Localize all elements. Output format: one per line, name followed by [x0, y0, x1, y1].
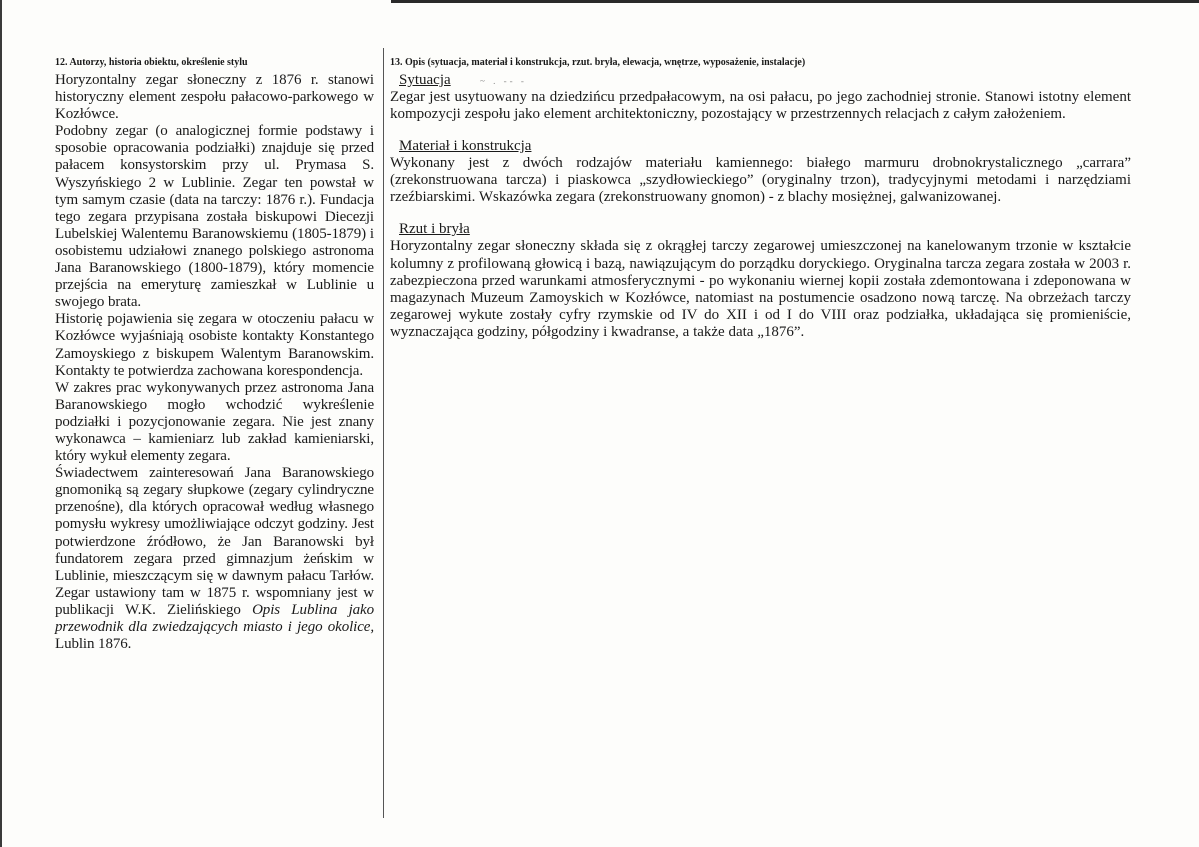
section-plan	[390, 221, 1131, 341]
section-text-plan: Horyzontalny zegar słoneczny składa się z okrągłej tarczy zegarowej umieszczonej na kanelowanym trzonie w kształcie kolumny z profilowaną głowicą i bazą, nawiązującym do porządku doryckiego. Oryginalna tarcza zegara została w 2003 r. zabezpieczona przed warunkami atmosferycznymi - po wykonaniu wiernej kopii została zdemontowana i zdeponowana w magazynach Muzeum Zamoyskich w Kozłówce, natomiast na postumencie osadzono nową tarczę. Na obrzeżach tarczy zegarowej wykute zostały cyfry rzymskie od IV do XII i od I do VIII oraz podziałka, układająca się promieniście, wyznaczająca godziny, półgodziny i kwadranse, a także data „1876”.	[390, 238, 1131, 340]
publication-title: Opis Lublina jako przewodnik dla zwiedzających miasto i jego okolice,	[55, 601, 374, 635]
paragraph-gnomonics-text: Świadectwem zainteresowań Jana Baranowskiego gnomoniką są zegary słupkowe (zegary cylindryczne przenośne), dla których opracował według własnego pomysłu wykresy umożliwiające odczyt godziny. Jest potwierdzone źródłowo, że Jan Baranowski był fundatorem zegara przed gimnazjum żeńskim w Lublinie, mieszczącym się w dawnym pałacu Tarłów. Zegar ustawiony tam w 1875 r. wspomniany jest w publikacji W.K. Zielińskiego	[55, 465, 374, 618]
paragraph-similar-clock: Podobny zegar (o analogicznej formie podstawy i sposobie opracowania podziałki) znajduje się przed pałacem konsystorskim przy ul. Prymasa S. Wyszyńskiego 2 w Lublinie. Zegar ten powstał w tym samym czasie (data na tarczy: 1876 r.). Fundacja tego zegara przypisana została biskupowi Diecezji Lubelskiej Walentemu Baranowskiemu (1805-1879) i osobistemu udziałowi znanego polskiego astronoma Jana Baranowskiego (1800-1879), który momencie przejścia na emeryturę zamieszkał w Lublinie u swojego brata.	[55, 123, 374, 311]
section-text-material: Wykonany jest z dwóch rodzajów materiału kamiennego: białego marmuru drobnokrystalicznego „carrara” (zrekonstruowana tarcza) i piaskowca „szydłowieckiego” (oryginalny trzon), tradycyjnymi metodami i narzędziami rzeźbiarskimi. Wskazówka zegara (zrekonstruowany gnomon) - z blachy mosiężnej, galwanizowanej.	[390, 155, 1131, 206]
right-column	[390, 57, 1131, 356]
paragraph-history: Historię pojawienia się zegara w otoczeniu pałacu w Kozłówce wyjaśniają osobiste kontakty Konstantego Zamoyskiego z biskupem Walentym Baranowskim. Kontakty te potwierdza zachowana korespondencja.	[55, 311, 374, 379]
section-heading-description: 13. Opis (sytuacja, materiał i konstrukcja, rzut. bryła, elewacja, wnętrze, wyposażenie, instalacje)	[390, 57, 806, 68]
section-title-material: Materiał i konstrukcja	[399, 138, 532, 155]
left-column	[55, 57, 374, 653]
section-material	[390, 138, 1131, 206]
pencil-mark: ~ . -- -	[480, 76, 527, 86]
section-title-plan: Rzut i bryła	[399, 221, 470, 238]
section-title-situation: Sytuacja	[399, 72, 451, 88]
column-divider	[383, 48, 384, 818]
paragraph-intro: Horyzontalny zegar słoneczny z 1876 r. stanowi historyczny element zespołu pałacowo-parkowego w Kozłówce.	[55, 72, 374, 123]
scan-edge-left	[0, 0, 2, 847]
section-text-situation: Zegar jest usytuowany na dziedzińcu przedpałacowym, na osi pałacu, po jego zachodniej stronie. Stanowi istotny element kompozycji zespołu jako element architektoniczny, pozostający w przestrzennych relacjach z całym założeniem.	[390, 89, 1131, 123]
section-heading-authors-history: 12. Autorzy, historia obiektu, określenie stylu	[55, 57, 248, 68]
paragraph-gnomonics-end: Lublin 1876.	[55, 636, 132, 653]
paragraph-gnomonics	[55, 465, 374, 653]
section-situation	[390, 72, 1131, 123]
scan-edge-top	[391, 0, 1199, 3]
paragraph-works-scope: W zakres prac wykonywanych przez astronoma Jana Baranowskiego mogło wchodzić wykreślenie podziałki i pozycjonowanie zegara. Nie jest znany wykonawca – kamieniarz lub zakład kamieniarski, który wykuł elementy zegara.	[55, 379, 374, 465]
